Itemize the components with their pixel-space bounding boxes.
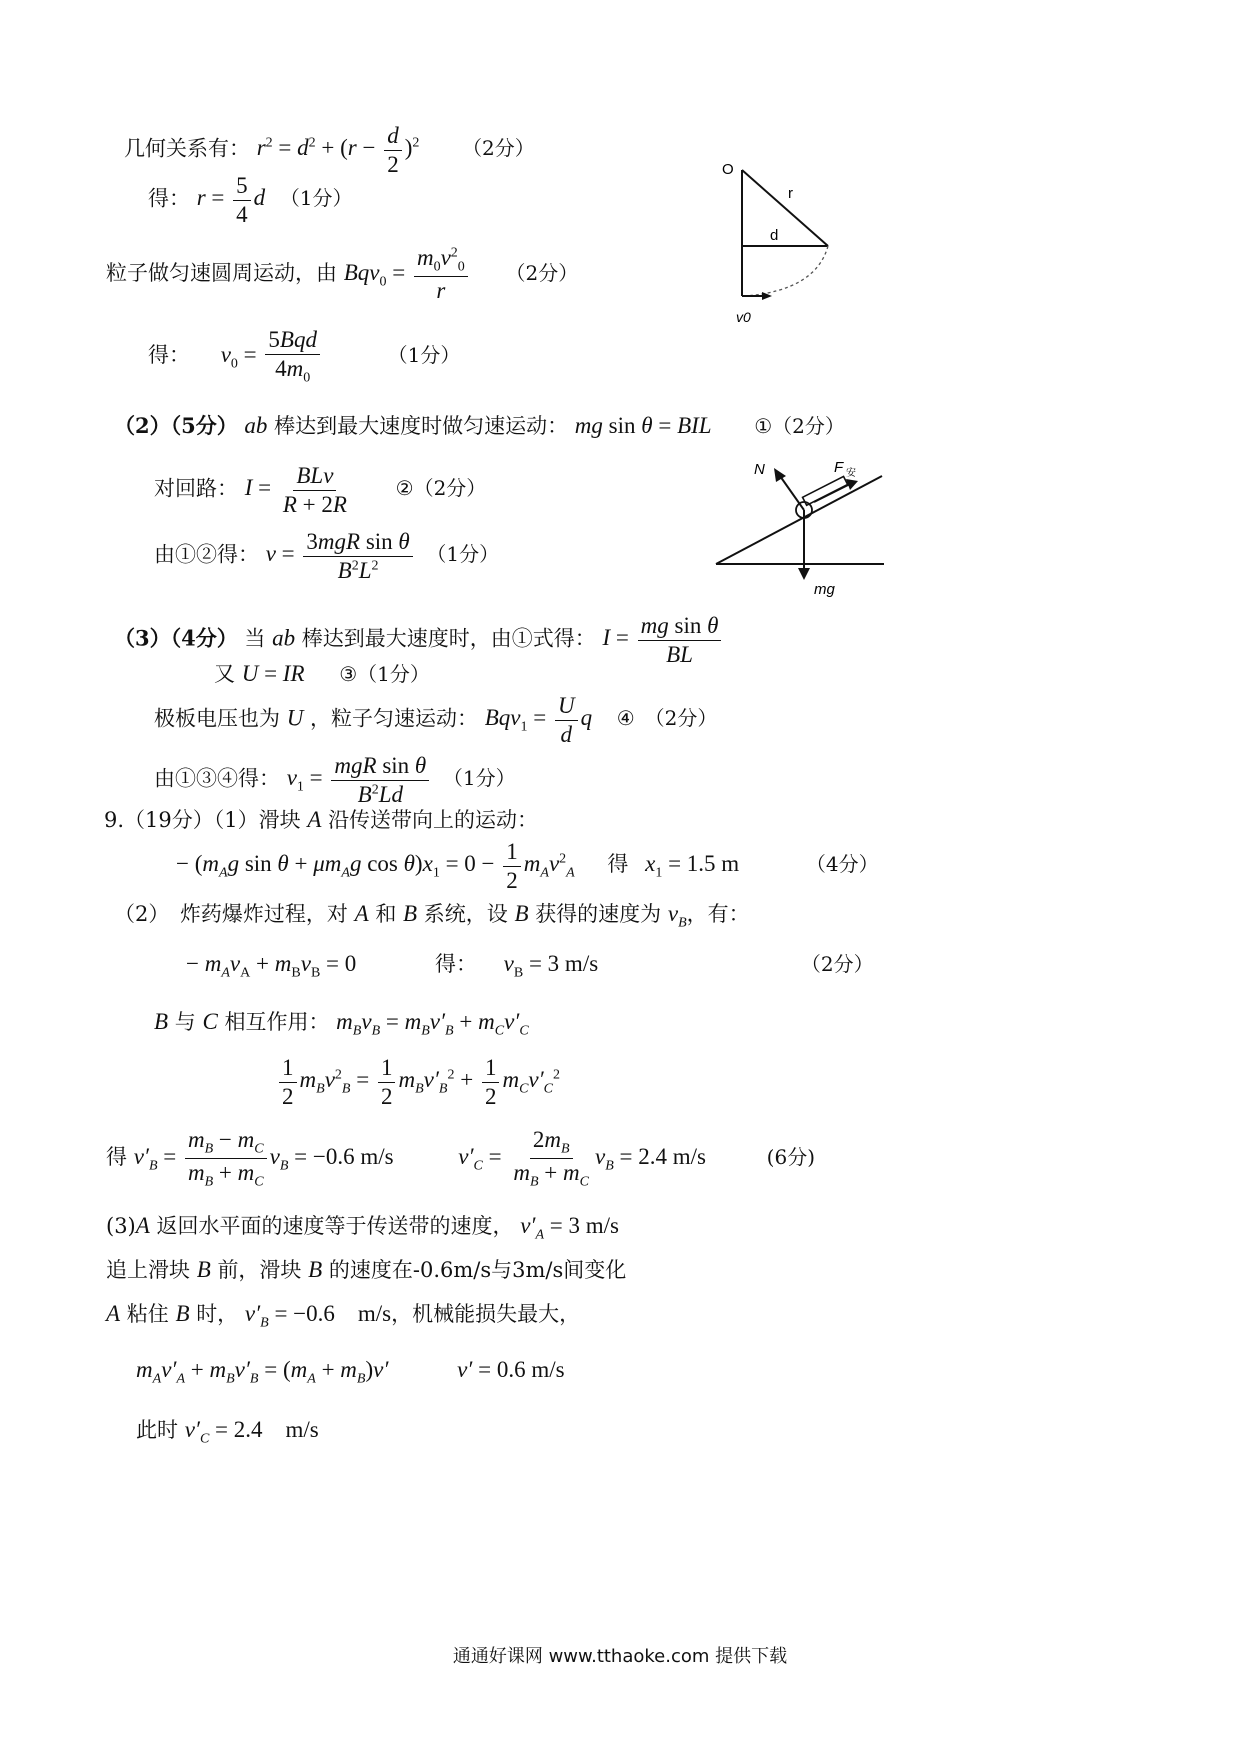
text: ，机械能损失最大， (391, 1302, 581, 1326)
text: 棒达到最大速度时，由①式得： (301, 626, 596, 651)
var-b: B (514, 901, 529, 926)
points: （1分） (442, 766, 516, 791)
text: 和 (375, 902, 397, 926)
line-final-momentum (136, 1358, 565, 1387)
label: 由①②得： (154, 542, 259, 567)
line-part3 (114, 612, 724, 668)
label: （2） 炸药爆炸过程，对 (114, 902, 348, 926)
label: 得： (148, 186, 190, 211)
label-v0: v0 (736, 309, 751, 325)
points: （4分） (805, 852, 879, 877)
text: 得： (434, 952, 477, 976)
line-q9-part2 (114, 902, 750, 931)
text: ，有： (686, 902, 750, 926)
line-energy (276, 1054, 560, 1110)
label: 由①③④得： (154, 766, 280, 791)
page-footer: 通通好课网 www.tthaoke.com 提供下载 (452, 1646, 788, 1667)
line-circular-motion (106, 244, 578, 305)
line-bc-interaction (154, 1010, 529, 1039)
points: ②（2分） (395, 476, 487, 501)
label: 9.（19分）（1）滑块 (104, 808, 301, 832)
label: 几何关系有： (124, 136, 250, 161)
points: ④ （2分） (616, 706, 718, 731)
text: 系统，设 (423, 902, 508, 926)
formula: $\frac{1}{2}$ $m_Bv^2_B$ = $\frac{1}{2}$ $m_Bv'_B^2$ + $\frac{1}{2}$ $m_Cv'_C^2$ (276, 1067, 560, 1092)
line-circuit (154, 462, 486, 518)
text: 与 (174, 1010, 196, 1034)
label-r: r (788, 185, 793, 202)
line-result-v1 (154, 752, 516, 808)
formula: $v'_B = -0.6$ m/s (244, 1301, 392, 1331)
line-q9 (104, 808, 538, 831)
circle-geometry-diagram (716, 150, 846, 330)
formula: $v_1$ = $\frac{\text{mgR sin θ}}{B^2Ld}$ (287, 765, 433, 790)
line-result-v (154, 528, 499, 584)
formula: v = $\frac{\text{3mgR sin θ}}{B^2L^2}$ (266, 541, 416, 566)
label-o: O (722, 161, 734, 178)
line-part2 (114, 414, 845, 437)
label-f-sub: 安 (846, 468, 856, 479)
text: 当 (244, 626, 266, 651)
text: 前，滑块 (217, 1258, 302, 1282)
points: (6分) (766, 1145, 816, 1170)
points: （1分） (279, 186, 353, 211)
line-q9-part3 (106, 1214, 619, 1243)
text: 的速度在-0.6m/s与3m/s间变化 (328, 1258, 627, 1282)
formula-vb: $v_B = 3$ m/s (503, 951, 599, 981)
label: 又 (214, 662, 235, 686)
points: ③（1分） (339, 662, 430, 686)
formula: U = IR (241, 661, 305, 686)
line-result-v0 (148, 326, 460, 387)
points: （1分） (426, 542, 500, 567)
var-u: U (286, 705, 304, 731)
text: 时， (196, 1302, 239, 1326)
points: （1分） (387, 342, 461, 367)
line-q9-momentum (186, 952, 874, 981)
formula: mg sin θ = BIL (574, 413, 712, 438)
label: 得 (106, 1145, 127, 1170)
text: 棒达到最大速度时做匀速运动： (274, 414, 569, 438)
text: ，粒子匀速运动： (310, 706, 478, 731)
var-vb: $v_B$ (667, 901, 687, 931)
formula: $m_Bv_B = m_Bv'_B + m_Cv'_C$ (336, 1009, 529, 1039)
label: 得： (148, 342, 190, 367)
formula: r = $\frac{5}{4}$ d (196, 173, 266, 227)
text: 相互作用： (224, 1010, 330, 1034)
formula: $v'_A = 3$ m/s (520, 1213, 619, 1243)
formula: $v'_C = 2.4$ m/s (184, 1417, 319, 1447)
text: 追上滑块 (106, 1258, 190, 1282)
var-a: A (307, 807, 322, 832)
text: 粘住 (126, 1302, 169, 1326)
line-result-r (148, 172, 353, 228)
points: ①（2分） (754, 414, 845, 438)
label-f: F (834, 459, 844, 476)
formula: − ($m_Ag$ $\sin \theta + \mu m_Ag$ $\cos \theta)x_1 = 0$ − $\frac{1}{2}$ $m_Av^2_A$ (176, 839, 575, 893)
label-mg: mg (814, 581, 835, 598)
incline-force-diagram (712, 452, 896, 602)
formula: $v_0$ = $\frac{\text{5Bqd}}{4m_0}$ (221, 342, 323, 367)
text: 获得的速度为 (535, 902, 662, 926)
line-chase (106, 1258, 626, 1281)
var-ab: ab (244, 413, 268, 438)
formula: I = $\frac{\text{BLv}}{R + 2R}$ (244, 463, 347, 517)
formula: Bqv$_1$ = $\frac{U}{d}$ q (484, 693, 593, 747)
label: 对回路： (154, 476, 238, 501)
formula-vc-prime: $v'_C$ = $\frac{2m_B}{m_B + m_C}$ $v_B = 2.4$ m/s (458, 1127, 706, 1190)
points: （2分） (505, 260, 579, 285)
var-b: B (403, 901, 418, 926)
label: （2）（5分） (114, 413, 238, 438)
label: 此时 (136, 1418, 178, 1442)
formula: I = $\frac{\text{mg sin θ}}{BL}$ (602, 625, 724, 650)
var-ab: ab (272, 625, 296, 651)
line-geometry (124, 122, 535, 178)
label: (3) (106, 1214, 136, 1238)
text: 得 (607, 852, 629, 877)
text: 沿传送带向上的运动： (328, 808, 539, 832)
var-a: A (106, 1301, 121, 1326)
label-d: d (770, 227, 779, 244)
line-final-vc (136, 1418, 319, 1447)
line-collision-result (106, 1126, 815, 1192)
label: 极板电压也为 (154, 706, 280, 731)
label: （3）（4分） (114, 625, 238, 651)
var-b: B (308, 1257, 323, 1282)
points: （2分） (800, 952, 874, 976)
points: （2分） (462, 136, 535, 161)
formula: Bqv$_0$ = $\frac{m_0v^2_0}{r}$ (344, 260, 471, 285)
formula-x1: $x_1 = 1.5$ m (645, 851, 740, 881)
label: 粒子做匀速圆周运动，由 (106, 260, 337, 285)
var-a: A (354, 901, 369, 926)
var-b: B (154, 1009, 169, 1034)
var-b: B (175, 1301, 190, 1326)
line-plate-voltage (154, 692, 717, 748)
formula: $m_Av'_A + m_Bv'_B = (m_A + m_B)v'$ (136, 1357, 389, 1387)
line-stick (106, 1302, 580, 1331)
var-a: A (135, 1213, 150, 1238)
formula: $r^2 = d^2 + (r$ − $\frac{d}{2}$ )$^2$ (256, 123, 420, 177)
line-q9-eq1 (176, 838, 879, 894)
var-b: B (196, 1257, 211, 1282)
var-c: C (202, 1009, 218, 1034)
formula-v-prime: v′ = 0.6 m/s (457, 1357, 565, 1382)
text: 返回水平面的速度等于传送带的速度， (156, 1214, 514, 1238)
formula: − $m_Av_A + m_Bv_B = 0$ (186, 951, 357, 981)
formula-vb-prime: $v'_B$ = $\frac{m_B - m_C}{m_B + m_C}$ $v_B = -0.6$ m/s (133, 1127, 394, 1190)
label-n: N (754, 461, 765, 478)
line-voltage (214, 662, 430, 685)
